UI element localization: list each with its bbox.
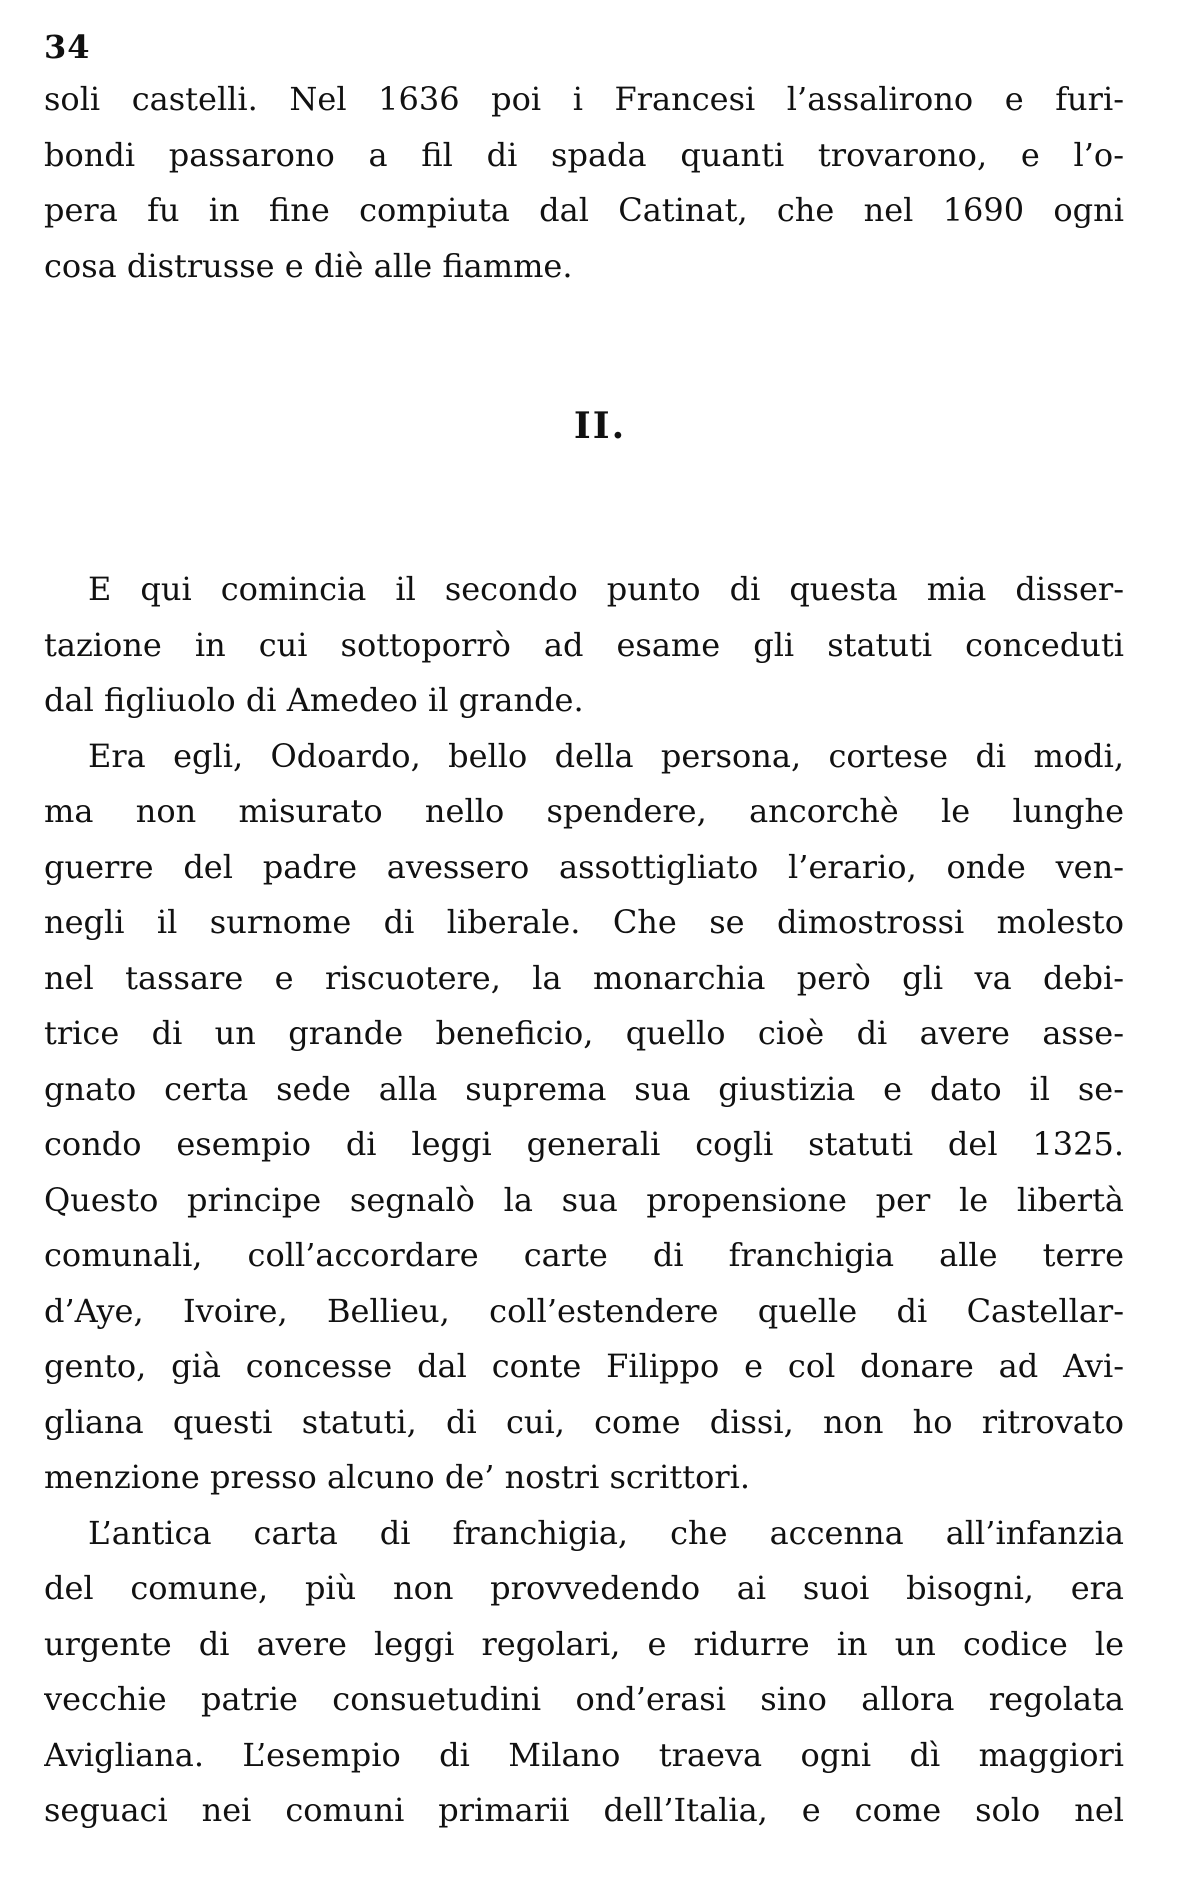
paragraph (44, 1506, 1124, 1839)
text-line: urgente di avere leggi regolari, e ridurre in un codice le (44, 1624, 1124, 1663)
text-line: negli il surnome di liberale. Che se dimostrossi molesto (44, 903, 1124, 941)
paragraph (44, 562, 1124, 729)
text-line: Era egli, Odoardo, bello della persona, cortese di modi, (88, 736, 1124, 775)
text-line: trice di un grande beneficio, quello cioè di avere asse- (44, 1014, 1124, 1052)
text-line: seguaci nei comuni primarii dell’Italia, e come solo nel (44, 1791, 1124, 1829)
text-line: Avigliana. L’esempio di Milano traeva ogni dì maggiori (44, 1735, 1124, 1774)
text-line: L’antica carta di franchigia, che accenna all’infanzia (88, 1513, 1124, 1552)
text-line: tazione in cui sottoporrò ad esame gli statuti conceduti (44, 625, 1124, 664)
text-line: soli castelli. Nel 1636 poi i Francesi l’assalirono e furi- (44, 80, 1124, 118)
text-line: comunali, coll’accordare carte di franchigia alle terre (44, 1236, 1124, 1274)
text-line: gento, già concesse dal conte Filippo e col donare ad Avi- (44, 1347, 1124, 1385)
text-line: gliana questi statuti, di cui, come dissi, non ho ritrovato (44, 1402, 1124, 1441)
text-line: condo esempio di leggi generali cogli statuti del 1325. (44, 1125, 1124, 1163)
paragraph (44, 729, 1124, 1506)
text-line: ma non misurato nello spendere, ancorchè le lunghe (44, 792, 1124, 830)
text-line: Questo principe segnalò la sua propensione per le libertà (44, 1180, 1124, 1219)
page-number: 34 (44, 28, 91, 66)
text-line: pera fu in fine compiuta dal Catinat, che nel 1690 ogni (44, 191, 1124, 229)
section-heading: II. (573, 405, 627, 447)
text-line: del comune, più non provvedendo ai suoi bisogni, era (44, 1569, 1124, 1607)
text-line: cosa distrusse e diè alle fiamme. (44, 246, 573, 285)
text-line: menzione presso alcuno de’ nostri scrittori. (44, 1458, 751, 1496)
main-text (44, 562, 1124, 1839)
text-line: bondi passarono a fil di spada quanti trovarono, e l’o- (44, 135, 1124, 174)
text-line: gnato certa sede alla suprema sua giustizia e dato il se- (44, 1069, 1124, 1108)
text-line: nel tassare e riscuotere, la monarchia però gli va debi- (44, 958, 1124, 997)
text-line: dal figliuolo di Amedeo il grande. (44, 681, 584, 719)
text-line: d’Aye, Ivoire, Bellieu, coll’estendere quelle di Castellar- (44, 1291, 1124, 1330)
text-line: E qui comincia il secondo punto di questa mia disser- (88, 570, 1124, 608)
opening-paragraph (44, 72, 1124, 294)
text-line: vecchie patrie consuetudini ond’erasi sino allora regolata (44, 1680, 1124, 1718)
text-line: guerre del padre avessero assottigliato l’erario, onde ven- (44, 847, 1124, 886)
